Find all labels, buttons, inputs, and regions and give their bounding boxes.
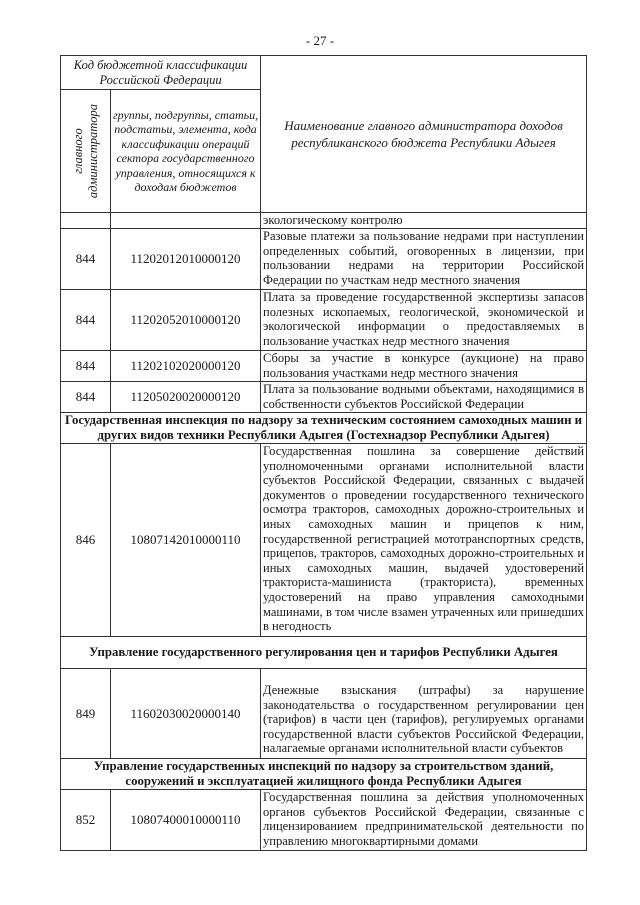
income-description: Денежные взыскания (штрафы) за нарушение законодательства о государственном регулировании цен (тарифов) в части цен (тарифов), регулируемых органами государственной власти субъектов Российской Федерации, налагаемые органами исполнительной власти субъектов: [261, 669, 587, 759]
continuation-text: экологическому контролю: [261, 213, 587, 229]
section-header-row: [61, 759, 587, 790]
income-code: 11202052010000120: [111, 290, 261, 351]
admin-code: 846: [61, 444, 111, 637]
continuation-row: [61, 213, 587, 229]
income-description: Сборы за участие в конкурсе (аукционе) на право пользования участками недр местного значения: [261, 351, 587, 382]
section-title-construction: Управление государственных инспекций по надзору за строительством зданий, сооружений и эксплуатацией жилищного фонда Республики Адыгея: [61, 759, 587, 790]
header-admin-label: главного администратора: [70, 103, 100, 199]
header-admin-column: [61, 90, 111, 213]
header-row-top: [61, 56, 587, 90]
admin-code: 844: [61, 290, 111, 351]
header-income-column: группы, подгруппы, статьи, подстатьи, элемента, кода классификации операций сектора государственного управления, относящихся к доходам бюджетов: [111, 90, 261, 213]
income-description: Разовые платежи за пользование недрами при наступлении определенных событий, оговоренных в лицензии, при пользовании недрами на территории Российской Федерации по участкам недр местного значения: [261, 229, 587, 290]
admin-code: 852: [61, 790, 111, 851]
income-code: 10807142010000110: [111, 444, 261, 637]
section-title-tariffs: Управление государственного регулирования цен и тарифов Республики Адыгея: [61, 637, 587, 669]
income-code: 10807400010000110: [111, 790, 261, 851]
table-row: [61, 351, 587, 382]
income-description: Государственная пошлина за действия уполномоченных органов субъектов Российской Федерации, связанные с лицензированием предпринимательской деятельности по управлению многоквартирными домами: [261, 790, 587, 851]
budget-classification-table: [60, 55, 587, 851]
income-code: 11202102020000120: [111, 351, 261, 382]
table-row: [61, 444, 587, 637]
section-title-gostekhnadzor: Государственная инспекция по надзору за техническим состоянием самоходных машин и других видов техники Республики Адыгея (Гостехнадзор Республики Адыгея): [61, 413, 587, 444]
table-row: [61, 382, 587, 413]
section-header-row: [61, 413, 587, 444]
page-number: - 27 -: [305, 33, 335, 48]
income-description: Государственная пошлина за совершение действий уполномоченными органами исполнительной власти субъектов Российской Федерации, связанных с выдачей документов о проведении государственного технического осмотра тракторов, самоходных дорожно-строительных и иных самоходных машин и прицепов к ним, государственной регистрацией мототранспортных средств, прицепов, тракторов, самоходных дорожно-строительных и иных самоходных машин, выдачей удостоверений тракториста-машиниста (тракториста), временных удостоверений на право управления самоходными машинами, в том числе взамен утраченных или пришедших в негодность: [261, 444, 587, 637]
admin-code: 844: [61, 229, 111, 290]
income-code: 11205020020000120: [111, 382, 261, 413]
admin-code: 844: [61, 351, 111, 382]
admin-code: 849: [61, 669, 111, 759]
income-description: Плата за пользование водными объектами, находящимися в собственности субъектов Российской Федерации: [261, 382, 587, 413]
income-code: 11202012010000120: [111, 229, 261, 290]
table-row: [61, 790, 587, 851]
table-row: [61, 669, 587, 759]
section-header-row: [61, 637, 587, 669]
income-code: 11602030020000140: [111, 669, 261, 759]
table-row: [61, 229, 587, 290]
empty-cell: [61, 213, 111, 229]
header-name-column: Наименование главного администратора доходов республиканского бюджета Республики Адыгея: [261, 56, 587, 213]
income-description: Плата за проведение государственной экспертизы запасов полезных ископаемых, геологической, экономической и экологической информации о предоставляемых в пользование участках недр местного значения: [261, 290, 587, 351]
header-code-group: Код бюджетной классификации Российской Федерации: [61, 56, 261, 90]
admin-code: 844: [61, 382, 111, 413]
table-row: [61, 290, 587, 351]
empty-cell: [111, 213, 261, 229]
